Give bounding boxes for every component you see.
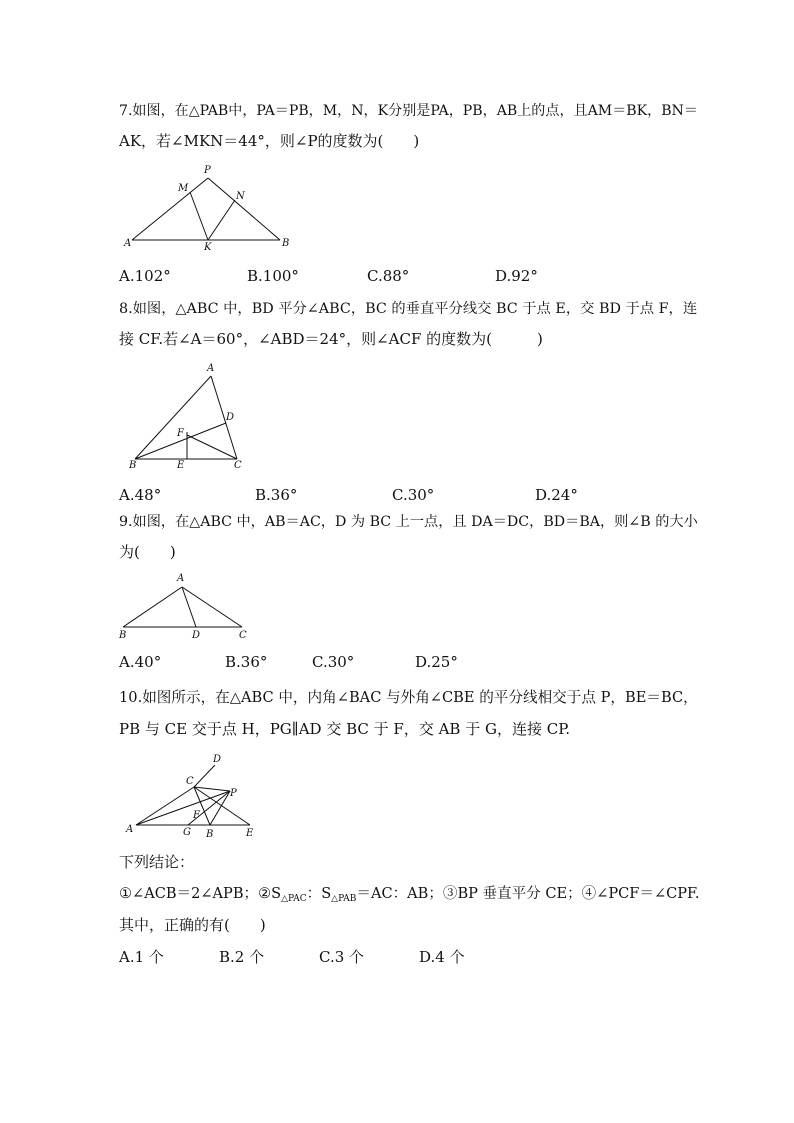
q10-option-d[interactable]: D.4 个 bbox=[419, 948, 465, 966]
q7-option-d[interactable]: D.92° bbox=[495, 267, 538, 285]
q10-text-line-2: PB 与 CE 交于点 H，PG∥AD 交 BC 于 F，交 AB 于 G，连接 CP. bbox=[119, 720, 571, 738]
q10-label-p: P bbox=[230, 788, 237, 799]
q9-option-a[interactable]: A.40° bbox=[119, 653, 162, 671]
q9-options bbox=[119, 652, 499, 672]
q8-figure bbox=[126, 362, 256, 474]
q10-label-e: E bbox=[246, 828, 254, 839]
q10-label-c: C bbox=[186, 776, 194, 787]
q8-label-f: F bbox=[177, 428, 184, 439]
q10-label-b: B bbox=[206, 829, 214, 840]
q10-conclusions bbox=[119, 884, 700, 909]
q7-label-a: A bbox=[124, 238, 132, 249]
q9-figure bbox=[118, 570, 258, 640]
q7-options bbox=[119, 266, 579, 286]
q10-sub-pac: △PAC bbox=[281, 894, 307, 904]
q9-option-b[interactable]: B.36° bbox=[225, 653, 268, 671]
q8-option-b[interactable]: B.36° bbox=[255, 486, 298, 504]
q8-label-d: D bbox=[226, 412, 235, 423]
q9-option-d[interactable]: D.25° bbox=[415, 653, 458, 671]
q7-figure bbox=[120, 162, 290, 252]
q8-option-d[interactable]: D.24° bbox=[535, 486, 578, 504]
q7-text-line-2: AK，若∠MKN＝44°，则∠P的度数为( ) bbox=[119, 132, 420, 150]
q10-label-a: A bbox=[126, 824, 134, 835]
q9-option-c[interactable]: C.30° bbox=[312, 653, 355, 671]
q9-label-b: B bbox=[119, 630, 127, 641]
q10-question-line: 其中，正确的有( ) bbox=[119, 916, 266, 934]
q10-option-b[interactable]: B.2 个 bbox=[219, 948, 265, 966]
q7-label-m: M bbox=[178, 183, 189, 194]
q8-label-a: A bbox=[207, 363, 215, 374]
q10-option-c[interactable]: C.3 个 bbox=[319, 948, 365, 966]
q9-label-a: A bbox=[177, 573, 185, 584]
q8-label-b: B bbox=[129, 460, 137, 471]
q9-text-line-1: 9.如图，在△ABC 中，AB＝AC，D 为 BC 上一点，且 DA＝DC，BD＝BA，则∠B 的大小 bbox=[119, 514, 698, 530]
q8-label-e: E bbox=[177, 460, 185, 471]
q7-text-line-1: 7.如图，在△PAB中，PA＝PB，M，N，K分别是PA，PB，AB上的点，且AM＝BK，BN＝ bbox=[119, 103, 698, 119]
q7-label-n: N bbox=[236, 191, 245, 202]
q10-label-f: F bbox=[193, 810, 200, 821]
q8-options bbox=[119, 485, 599, 505]
q10-conclusions-part1: ①∠ACB＝2∠APB；②S bbox=[119, 885, 282, 902]
q10-conclusion-intro: 下列结论： bbox=[119, 853, 195, 871]
q7-label-p: P bbox=[204, 165, 211, 176]
q7-option-a[interactable]: A.102° bbox=[119, 267, 171, 285]
q8-text-line-1: 8.如图，△ABC 中，BD 平分∠ABC，BC 的垂直平分线交 BC 于点 E，交 BD 于点 F，连 bbox=[119, 301, 698, 317]
q8-label-c: C bbox=[234, 460, 242, 471]
q7-option-b[interactable]: B.100° bbox=[247, 267, 299, 285]
q8-text-line-2: 接 CF.若∠A＝60°，∠ABD＝24°，则∠ACF 的度数为( ) bbox=[119, 330, 543, 348]
q10-sub-pab: △PAB bbox=[331, 894, 357, 904]
q10-figure bbox=[122, 752, 272, 842]
q7-option-c[interactable]: C.88° bbox=[367, 267, 410, 285]
q9-label-d: D bbox=[192, 630, 201, 641]
q9-label-c: C bbox=[239, 630, 247, 641]
q10-label-d: D bbox=[213, 754, 222, 765]
q10-label-g: G bbox=[183, 827, 191, 838]
q10-text-line-1: 10.如图所示，在△ABC 中，内角∠BAC 与外角∠CBE 的平分线相交于点 P，BE＝BC， bbox=[119, 689, 698, 706]
q7-label-b: B bbox=[282, 238, 290, 249]
q8-option-c[interactable]: C.30° bbox=[392, 486, 435, 504]
q10-conclusions-part3: ＝AC：AB；③BP 垂直平分 CE；④∠PCF＝∠CPF. bbox=[356, 885, 700, 902]
q10-option-a[interactable]: A.1 个 bbox=[119, 948, 164, 966]
q8-option-a[interactable]: A.48° bbox=[119, 486, 162, 504]
q10-conclusions-part2: ：S bbox=[306, 885, 332, 902]
q9-text-line-2: 为( ) bbox=[119, 543, 176, 561]
q7-label-k: K bbox=[204, 242, 212, 253]
q10-options bbox=[119, 947, 499, 967]
